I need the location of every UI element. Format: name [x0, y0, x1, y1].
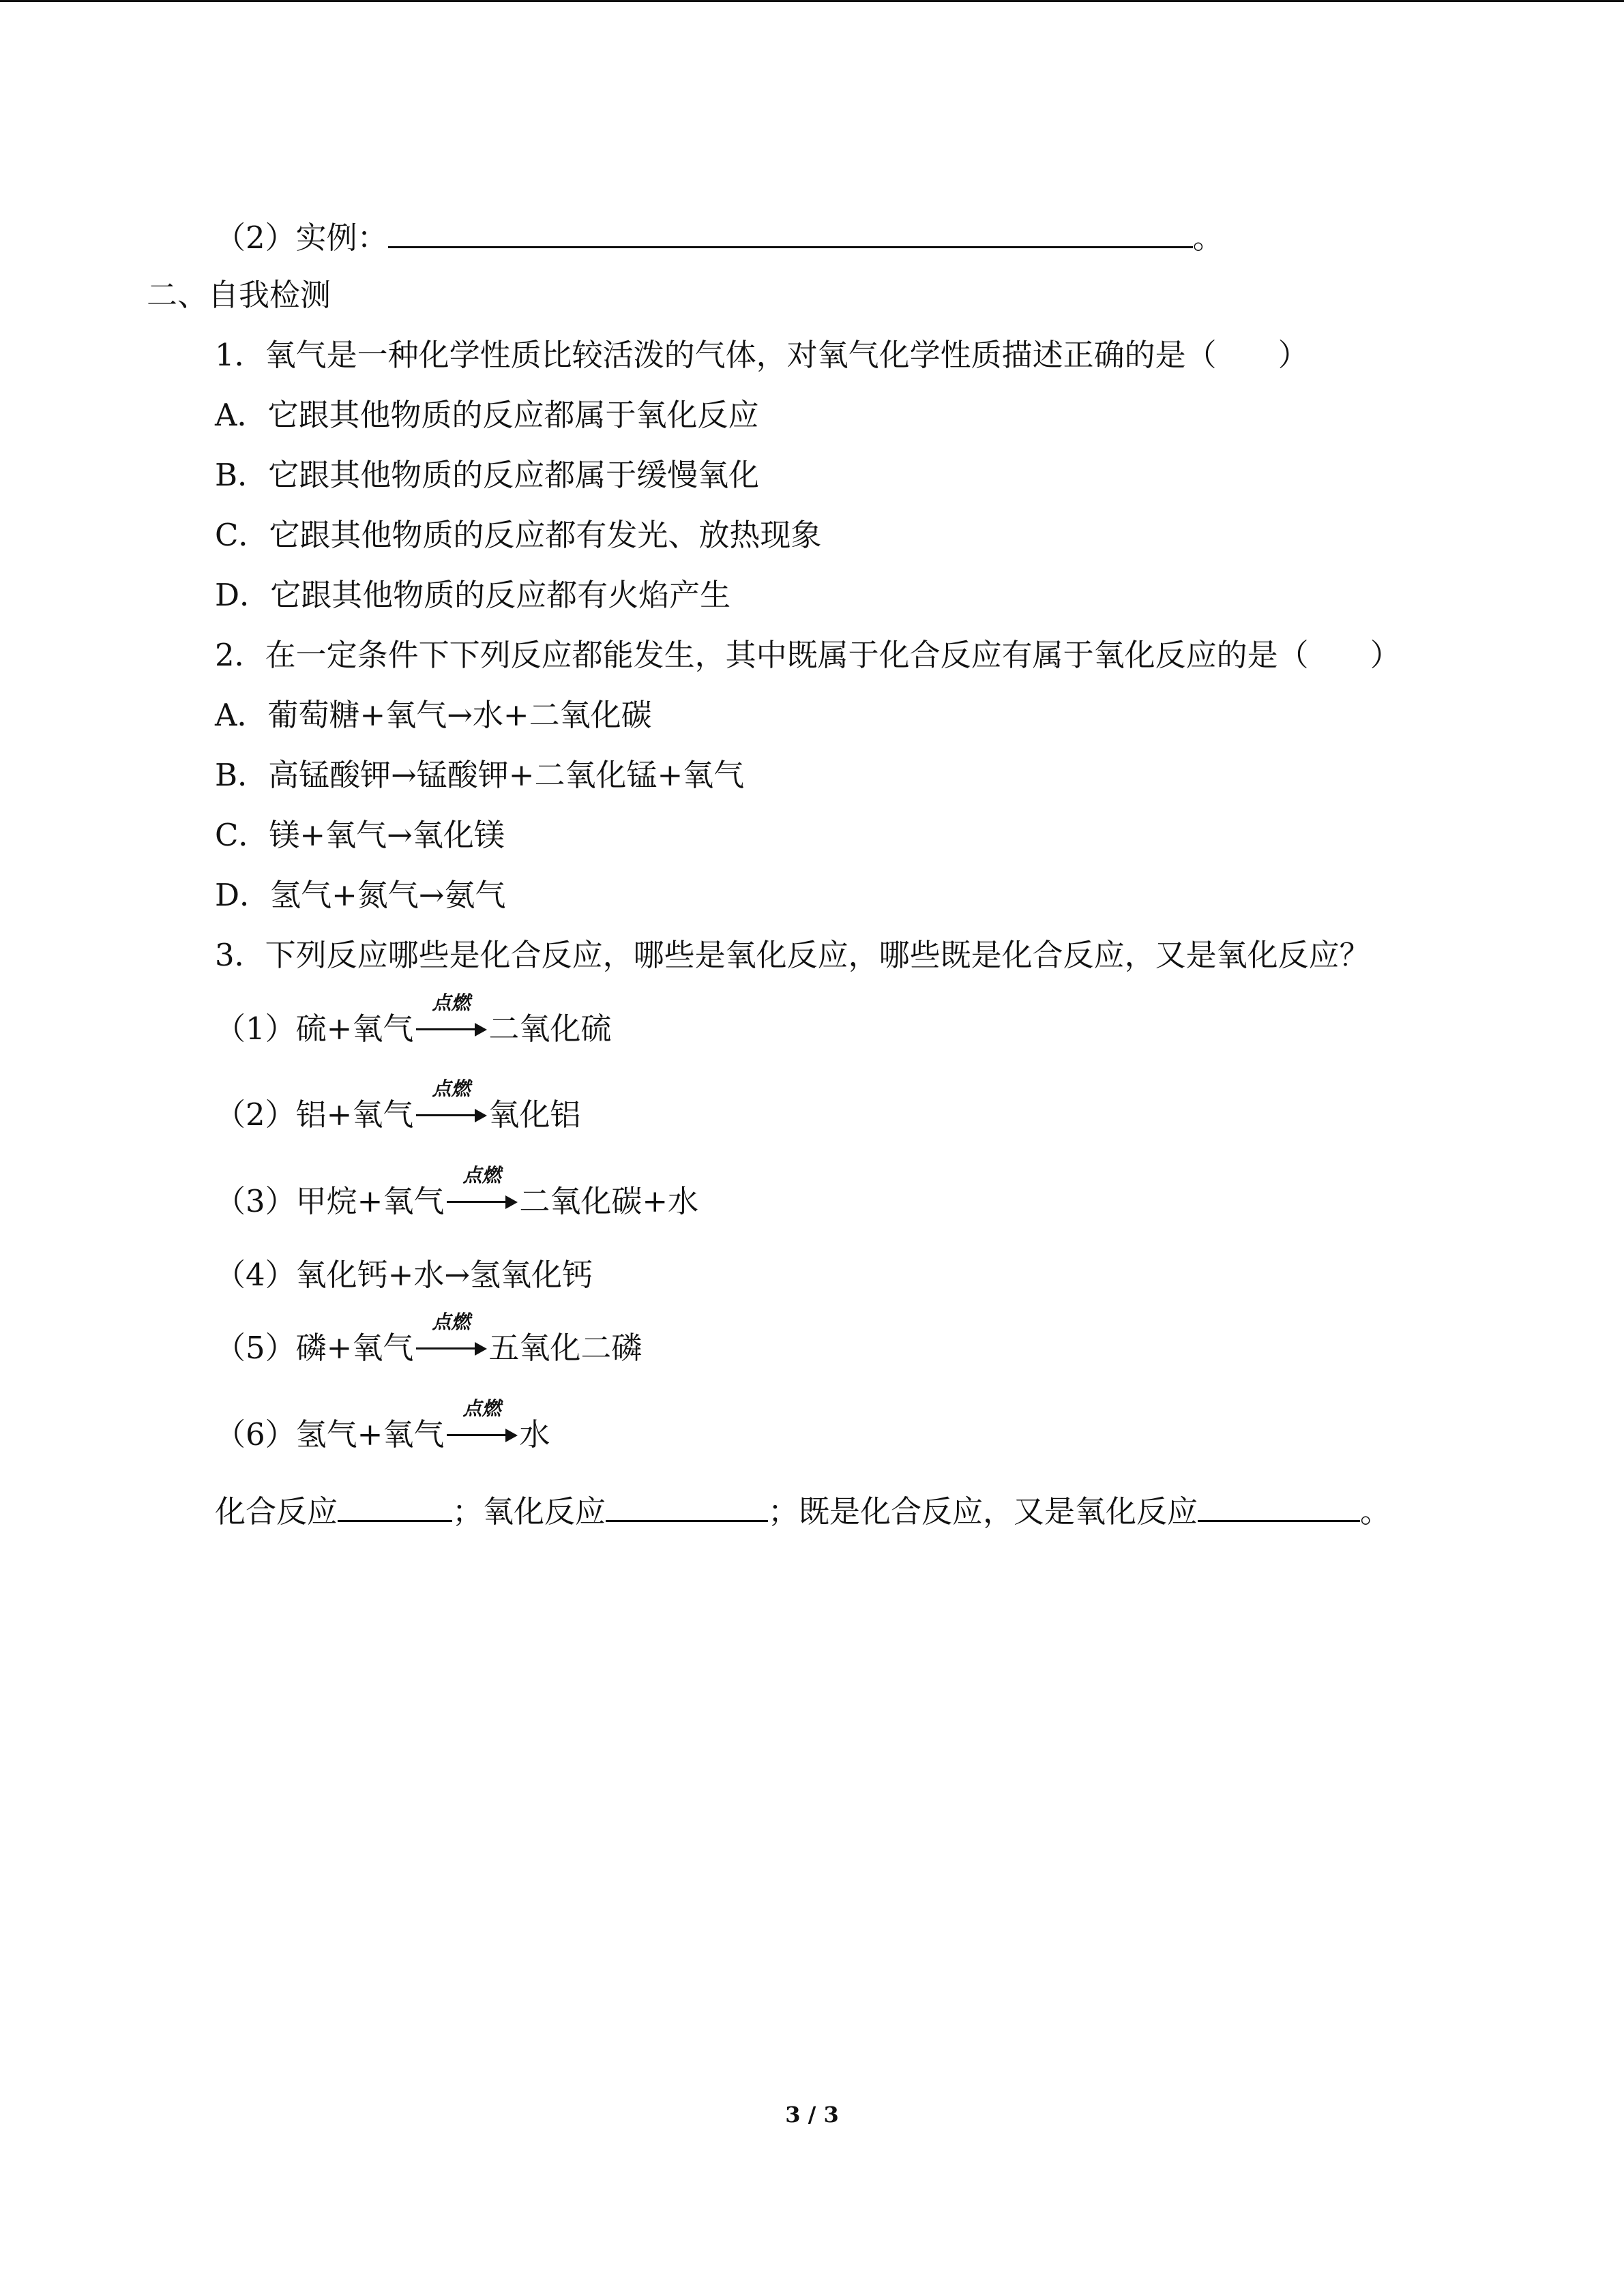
- both-label: ；既是化合反应，又是氧化反应: [768, 1493, 1198, 1530]
- question-1-stem: 1．氧气是一种化学性质比较活泼的气体，对氧气化学性质描述正确的是（ ）: [215, 337, 1309, 373]
- reaction-1-products: 二氧化硫: [488, 1011, 612, 1047]
- both-answer-blank[interactable]: [1198, 1489, 1360, 1522]
- question-2-stem: 2．在一定条件下下列反应都能发生，其中既属于化合反应有属于氧化反应的是（ ）: [215, 637, 1401, 673]
- reaction-2-products: 氧化铝: [488, 1097, 581, 1133]
- reaction-arrow: [413, 1077, 488, 1125]
- oxidation-label: ；氧化反应: [452, 1493, 606, 1530]
- reaction-5-products: 五氧化二磷: [488, 1330, 643, 1366]
- question-2-option-d: D．氢气+氮气→氨气: [215, 877, 506, 913]
- question-3-stem: 3．下列反应哪些是化合反应，哪些是氧化反应，哪些既是化合反应，又是氧化反应？: [215, 937, 1370, 973]
- reaction-arrow: [444, 1164, 519, 1212]
- question-2-option-c: C．镁+氧气→氧化镁: [215, 817, 505, 853]
- reaction-5: [215, 1311, 643, 1369]
- reaction-condition: 点燃: [462, 1164, 501, 1187]
- reaction-2: [215, 1077, 581, 1135]
- example-answer-blank[interactable]: [388, 215, 1193, 248]
- question-1-option-d: D．它跟其他物质的反应都有火焰产生: [215, 577, 731, 613]
- reaction-arrow: [413, 992, 488, 1039]
- question-2-option-b: B．高锰酸钾→锰酸钾+二氧化锰+氧气: [215, 757, 745, 793]
- reaction-3-reactants: （3）甲烷+氧气: [215, 1183, 445, 1219]
- reaction-6-reactants: （6）氢气+氧气: [215, 1416, 445, 1452]
- reaction-arrow: [413, 1311, 488, 1358]
- question-2-option-a: A．葡萄糖+氧气→水+二氧化碳: [215, 697, 652, 733]
- reaction-5-reactants: （5）磷+氧气: [215, 1330, 414, 1366]
- question-1-option-b: B．它跟其他物质的反应都属于缓慢氧化: [215, 457, 760, 493]
- page-number: 3 / 3: [785, 2102, 839, 2128]
- reaction-6-products: 水: [519, 1416, 550, 1452]
- combination-label: 化合反应: [215, 1493, 338, 1530]
- oxidation-answer-blank[interactable]: [606, 1489, 768, 1522]
- reaction-condition: 点燃: [432, 992, 471, 1014]
- reaction-3: [215, 1164, 699, 1222]
- section-title: 二、自我检测: [147, 277, 331, 313]
- example-end: 。: [1192, 220, 1224, 256]
- combination-answer-blank[interactable]: [338, 1489, 452, 1522]
- reaction-1-reactants: （1）硫+氧气: [215, 1011, 414, 1047]
- reaction-3-products: 二氧化碳+水: [519, 1183, 699, 1219]
- reaction-2-reactants: （2）铝+氧气: [215, 1097, 414, 1133]
- answer-end: 。: [1360, 1493, 1391, 1530]
- reaction-condition: 点燃: [462, 1397, 501, 1420]
- page-top-border: [0, 0, 1624, 2]
- reaction-condition: 点燃: [432, 1311, 471, 1333]
- reaction-arrow: [444, 1397, 519, 1445]
- reaction-4: （4）氧化钙+水→氢氧化钙: [215, 1257, 593, 1293]
- answer-line: [215, 1489, 1391, 1532]
- reaction-6: [215, 1397, 550, 1455]
- example-label: （2）实例：: [215, 220, 388, 256]
- reaction-condition: 点燃: [432, 1077, 471, 1100]
- question-1-option-a: A．它跟其他物质的反应都属于氧化反应: [215, 397, 759, 433]
- reaction-1: [215, 992, 612, 1049]
- question-1-option-c: C．它跟其他物质的反应都有发光、放热现象: [215, 517, 822, 553]
- example-line: [215, 215, 1224, 258]
